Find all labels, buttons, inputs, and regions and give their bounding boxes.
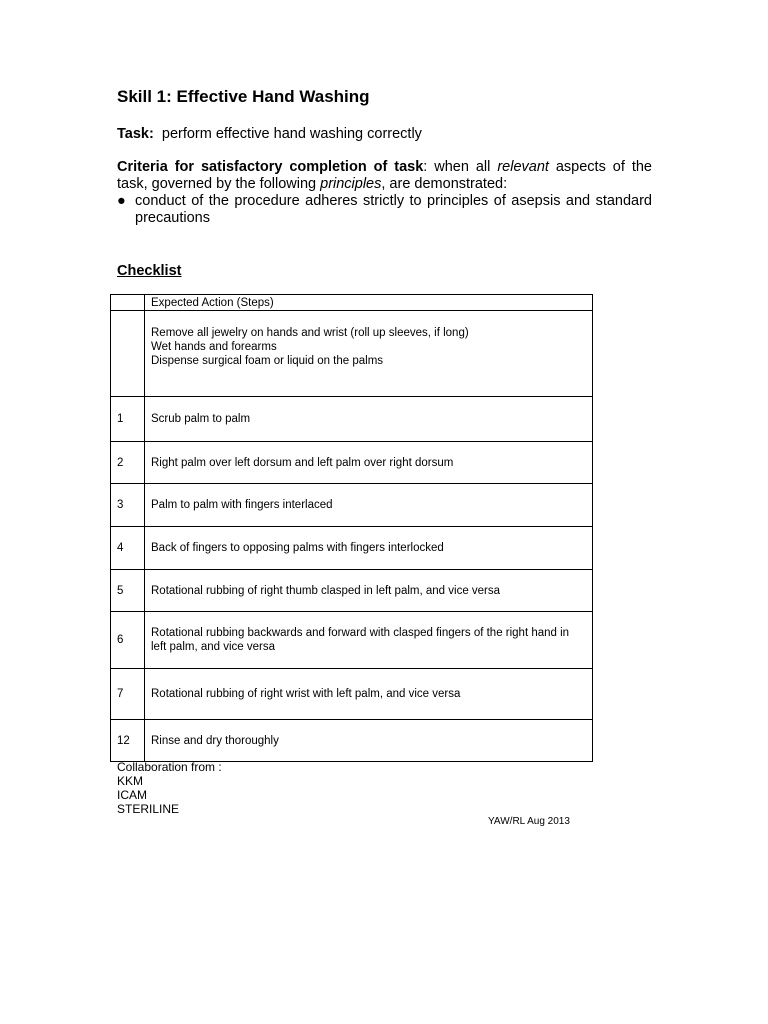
table-cell-num [111, 311, 145, 397]
task-label: Task: [117, 126, 154, 142]
step-action: Right palm over left dorsum and left palm over right dorsum [145, 442, 593, 484]
criteria-label: Criteria for satisfactory completion of task [117, 159, 424, 175]
table-header-num [111, 295, 145, 311]
table-row [111, 612, 593, 669]
preparation-line: Remove all jewelry on hands and wrist (roll up sleeves, if long) [151, 326, 469, 339]
table-cell-action [145, 311, 593, 397]
table-row [111, 442, 593, 484]
checklist-heading: Checklist [117, 263, 182, 279]
criteria-text-2: aspects of the task, governed by the following [117, 159, 652, 192]
page-title: Skill 1: Effective Hand Washing [117, 87, 370, 106]
collaboration-entry: ICAM [117, 788, 147, 802]
preparation-line: Wet hands and forearms [151, 340, 277, 353]
step-number: 5 [111, 570, 145, 612]
table-row [111, 669, 593, 720]
collaboration-entry: STERILINE [117, 802, 180, 816]
table-row [111, 397, 593, 442]
table-row [111, 527, 593, 570]
step-action: Rotational rubbing of right thumb clasped in left palm, and vice versa [145, 570, 593, 612]
step-action: Palm to palm with fingers interlaced [145, 484, 593, 527]
table-row [111, 720, 593, 762]
step-action: Rotational rubbing of right wrist with left palm, and vice versa [145, 669, 593, 720]
criteria-text-1: : when all [423, 159, 498, 175]
step-action: Rinse and dry thoroughly [145, 720, 593, 762]
step-action: Rotational rubbing backwards and forward with clasped fingers of the right hand in left palm, and vice versa [145, 612, 593, 669]
table-header-action: Expected Action (Steps) [145, 295, 593, 311]
criteria-paragraph [117, 159, 652, 193]
step-number: 3 [111, 484, 145, 527]
criteria-emphasis-relevant: relevant [497, 159, 549, 175]
document-reference: YAW/RL Aug 2013 [488, 816, 570, 827]
step-action: Back of fingers to opposing palms with fingers interlocked [145, 527, 593, 570]
table-row [111, 484, 593, 527]
criteria-emphasis-principles: principles [320, 176, 382, 192]
step-number: 12 [111, 720, 145, 762]
preparation-line: Dispense surgical foam or liquid on the palms [151, 354, 384, 367]
criteria-text-3: , are demonstrated: [381, 176, 508, 192]
step-number: 7 [111, 669, 145, 720]
task-statement [117, 126, 422, 142]
table-row [111, 570, 593, 612]
step-number: 4 [111, 527, 145, 570]
collaboration-entry: KKM [117, 774, 144, 788]
collaboration-label: Collaboration from : [117, 760, 222, 774]
step-number: 2 [111, 442, 145, 484]
principle-bullet-text: conduct of the procedure adheres strictly to principles of asepsis and standard precautions [135, 193, 652, 226]
checklist-table [110, 294, 593, 762]
table-row-preparation [111, 311, 593, 397]
step-number: 6 [111, 612, 145, 669]
step-action: Scrub palm to palm [145, 397, 593, 442]
bullet-icon: ● [117, 193, 126, 209]
table-header-row [111, 295, 593, 311]
step-number: 1 [111, 397, 145, 442]
collaboration-block [117, 760, 222, 816]
task-text: perform effective hand washing correctly [161, 126, 422, 142]
principle-bullet-item [117, 193, 652, 227]
